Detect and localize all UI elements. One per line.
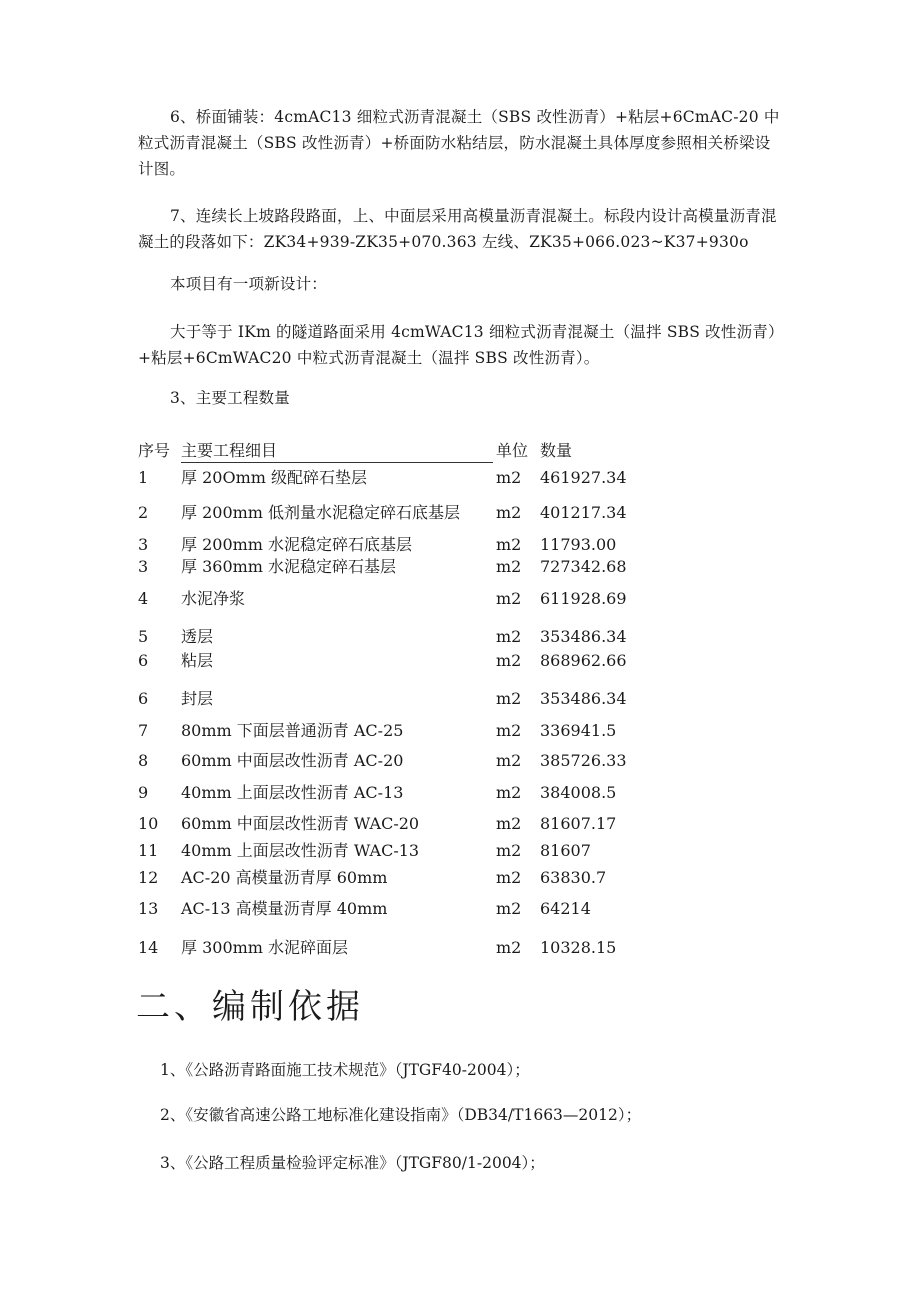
row-unit: m2 — [496, 721, 522, 740]
row-item: 粘层 — [181, 651, 214, 670]
row-no: 14 — [138, 938, 159, 957]
row-quantity: 63830.7 — [540, 868, 607, 887]
row-unit: m2 — [496, 841, 522, 860]
table-row — [138, 782, 758, 804]
row-unit: m2 — [496, 689, 522, 708]
paragraph-new-design-intro: 本项目有一项新设计： — [170, 275, 328, 293]
row-no: 2 — [138, 503, 149, 522]
row-no: 10 — [138, 814, 159, 833]
row-quantity: 868962.66 — [540, 651, 627, 670]
row-unit: m2 — [496, 589, 522, 608]
row-item: 厚 300mm 水泥碎面层 — [181, 938, 349, 957]
header-item: 主要工程细目 — [181, 440, 493, 463]
row-quantity: 81607 — [540, 841, 591, 860]
row-quantity: 401217.34 — [540, 503, 627, 522]
row-no: 4 — [138, 589, 149, 608]
row-item: AC-13 高模量沥青厚 40mm — [181, 899, 388, 918]
row-item: 封层 — [181, 689, 214, 708]
table-header — [138, 440, 758, 462]
row-quantity: 727342.68 — [540, 557, 627, 576]
row-quantity: 611928.69 — [540, 589, 627, 608]
table-row — [138, 626, 758, 648]
row-item: 80mm 下面层普通沥青 AC-25 — [181, 721, 404, 740]
row-unit: m2 — [496, 535, 522, 554]
row-item: AC-20 高模量沥青厚 60mm — [181, 868, 388, 887]
row-no: 12 — [138, 868, 159, 887]
row-no: 1 — [138, 468, 149, 487]
row-quantity: 461927.34 — [540, 468, 627, 487]
row-item: 厚 200mm 水泥稳定碎石底基层 — [181, 535, 413, 554]
row-quantity: 11793.00 — [540, 535, 617, 554]
row-quantity: 336941.5 — [540, 721, 617, 740]
row-quantity: 353486.34 — [540, 689, 627, 708]
row-item: 水泥净浆 — [181, 589, 246, 608]
row-unit: m2 — [496, 651, 522, 670]
row-quantity: 64214 — [540, 899, 591, 918]
reference-item: 3、《公路工程质量检验评定标准》（JTGF80/1-2004）； — [160, 1154, 545, 1172]
row-no: 6 — [138, 651, 149, 670]
row-unit: m2 — [496, 783, 522, 802]
row-quantity: 10328.15 — [540, 938, 617, 957]
header-quantity: 数量 — [540, 441, 573, 460]
reference-item: 2、《安徽省高速公路工地标准化建设指南》（DB34/T1663—2012）； — [160, 1106, 642, 1124]
paragraph-bridge-paving: 6、桥面铺装：4cmAC13 细粒式沥青混凝土（SBS 改性沥青）+粘层+6CmAC-20 中粒式沥青混凝土（SBS 改性沥青）+桥面防水粘结层，防水混凝土具体厚度参照相关桥梁设计图。 — [138, 108, 780, 178]
table-row — [138, 650, 758, 672]
row-item: 厚 200mm 低剂量水泥稳定碎石底基层 — [181, 503, 461, 522]
row-unit: m2 — [496, 557, 522, 576]
reference-item: 1、《公路沥青路面施工技术规范》（JTGF40-2004）； — [160, 1061, 530, 1079]
row-no: 11 — [138, 841, 159, 860]
row-item: 60mm 中面层改性沥青 WAC-20 — [181, 814, 420, 833]
table-row — [138, 867, 758, 889]
table-row — [138, 556, 758, 578]
row-no: 9 — [138, 783, 149, 802]
row-unit: m2 — [496, 503, 522, 522]
row-item: 厚 360mm 水泥稳定碎石基层 — [181, 557, 397, 576]
row-no: 7 — [138, 721, 149, 740]
row-unit: m2 — [496, 899, 522, 918]
row-unit: m2 — [496, 868, 522, 887]
row-item: 40mm 上面层改性沥青 WAC-13 — [181, 841, 420, 860]
paragraph-tunnel-paving: 大于等于 IKm 的隧道路面采用 4cmWAC13 细粒式沥青混凝土（温拌 SBS 改性沥青）+粘层+6CmWAC20 中粒式沥青混凝土（温拌 SBS 改性沥青）。 — [138, 323, 784, 367]
row-item: 60mm 中面层改性沥青 AC-20 — [181, 751, 404, 770]
table-row — [138, 502, 758, 524]
row-no: 13 — [138, 899, 159, 918]
row-unit: m2 — [496, 938, 522, 957]
header-no: 序号 — [138, 441, 171, 460]
table-row — [138, 688, 758, 710]
table-row — [138, 937, 758, 959]
row-item: 厚 20Omm 级配碎石垫层 — [181, 468, 367, 487]
row-unit: m2 — [496, 814, 522, 833]
row-unit: m2 — [496, 468, 522, 487]
table-row — [138, 840, 758, 862]
row-no: 8 — [138, 751, 149, 770]
row-quantity: 385726.33 — [540, 751, 627, 770]
row-unit: m2 — [496, 751, 522, 770]
row-no: 5 — [138, 627, 149, 646]
table-row — [138, 467, 758, 489]
section-heading: 二、编制依据 — [136, 987, 364, 1027]
table-row — [138, 534, 758, 556]
row-item: 透层 — [181, 627, 214, 646]
table-row — [138, 898, 758, 920]
row-no: 3 — [138, 535, 149, 554]
paragraph-high-modulus: 7、连续长上坡路段路面，上、中面层采用高模量沥青混凝土。标段内设计高模量沥青混凝土的段落如下：ZK34+939-ZK35+070.363 左线、ZK35+066.023~K37+930o — [138, 207, 777, 251]
table-row — [138, 750, 758, 772]
table-row — [138, 588, 758, 610]
row-no: 3 — [138, 557, 149, 576]
header-unit: 单位 — [496, 441, 529, 460]
table-row — [138, 813, 758, 835]
row-item: 40mm 上面层改性沥青 AC-13 — [181, 783, 404, 802]
row-quantity: 384008.5 — [540, 783, 617, 802]
row-quantity: 353486.34 — [540, 627, 627, 646]
row-no: 6 — [138, 689, 149, 708]
paragraph-quantities-title: 3、主要工程数量 — [170, 389, 290, 407]
row-unit: m2 — [496, 627, 522, 646]
row-quantity: 81607.17 — [540, 814, 617, 833]
table-row — [138, 720, 758, 742]
